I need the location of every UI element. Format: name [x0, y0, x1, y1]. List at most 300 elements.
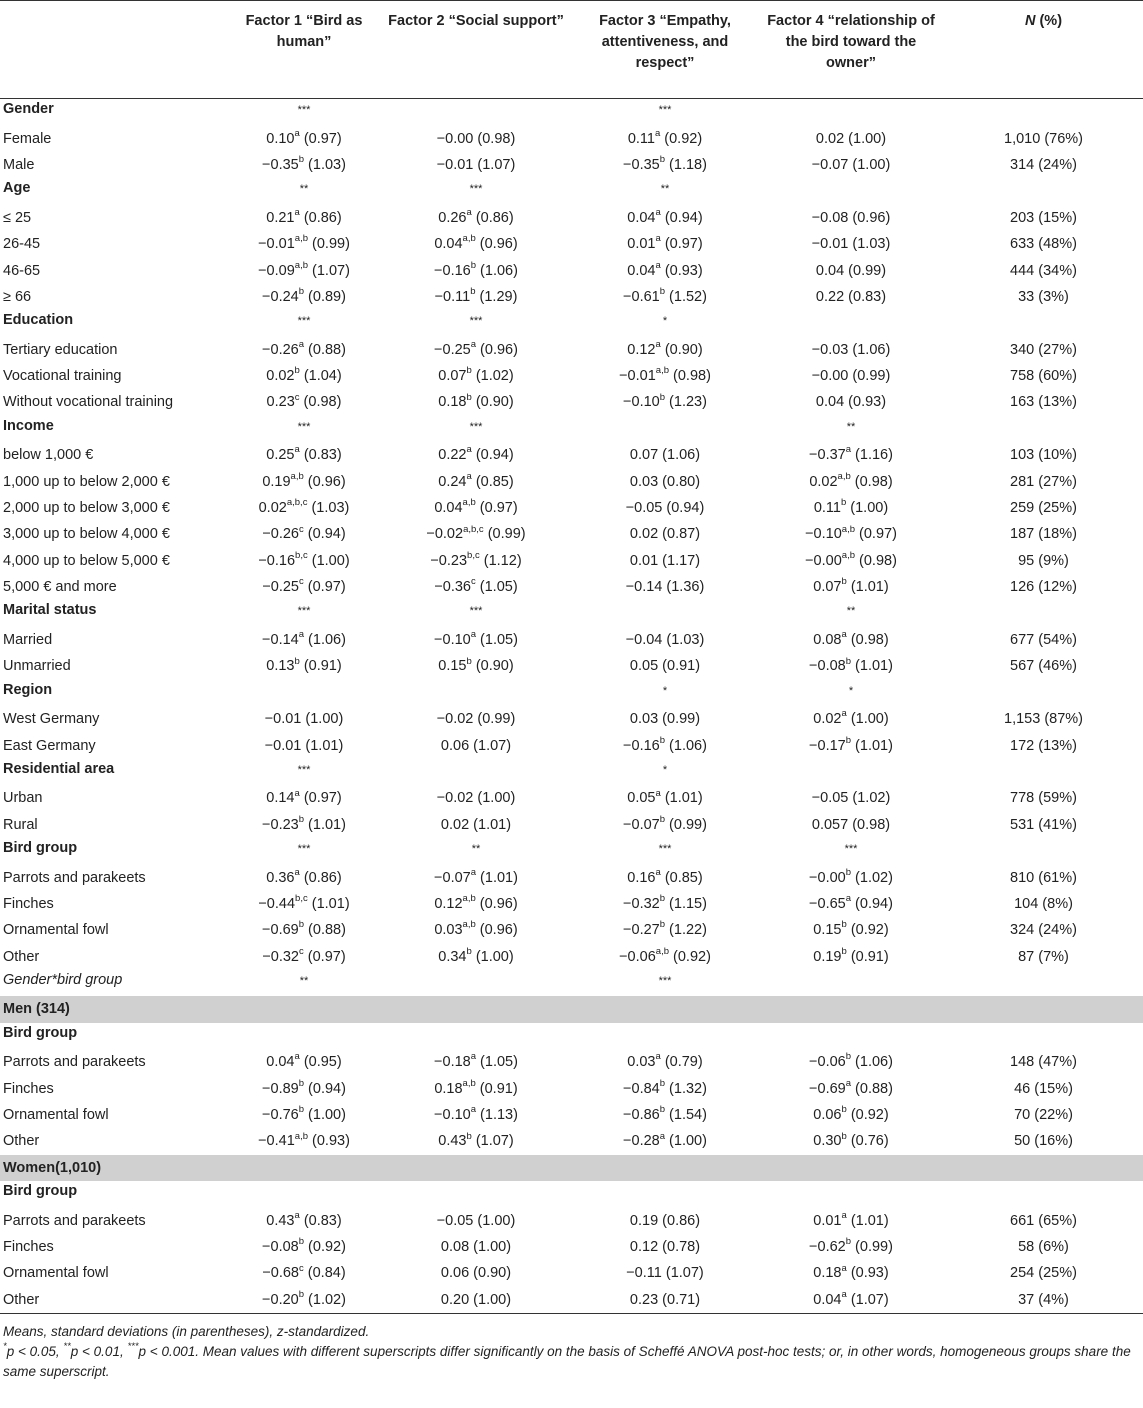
- significance-cell: [572, 1023, 758, 1049]
- sd-value: (1.06): [304, 632, 346, 648]
- n-percent-cell: 444 (34%): [1010, 262, 1077, 279]
- group-superscript: b: [298, 1104, 305, 1116]
- value-cell: [228, 812, 380, 838]
- row-label: Ornamental fowl: [3, 922, 109, 939]
- header-factor-4: Factor 4 “relationship of the bird toward the owner”: [758, 1, 944, 99]
- sd-value: (0.97): [303, 948, 346, 965]
- group-superscript: b: [470, 286, 476, 298]
- value-cell: [380, 1049, 572, 1075]
- sd-value: (0.85): [471, 473, 514, 490]
- sd-value: (1.04): [299, 368, 342, 385]
- value-cell: [572, 125, 758, 151]
- sd-value: (0.91): [475, 1080, 518, 1097]
- value-cell: [572, 1075, 758, 1101]
- value-cell: [758, 574, 944, 600]
- row-label: Other: [3, 1133, 40, 1150]
- header-factor-3: Factor 3 “Empathy, attentiveness, and respect”: [572, 1, 758, 99]
- sd-value: (0.97): [475, 500, 518, 517]
- significance-stars: ***: [297, 763, 311, 776]
- mean-value: −0.07: [434, 869, 471, 886]
- row-label: Finches: [3, 1238, 54, 1255]
- group-superscript: a: [659, 1130, 666, 1142]
- value-cell: [572, 653, 758, 679]
- group-superscript: a: [655, 866, 661, 878]
- table-row: [0, 574, 1143, 600]
- sd-value: (0.99): [308, 236, 350, 253]
- value-cell: [572, 864, 758, 890]
- n-percent-cell: 259 (25%): [1010, 500, 1077, 517]
- group-superscript: a: [655, 206, 661, 218]
- sd-value: (0.98): [473, 130, 516, 147]
- mean-value: 0.18: [434, 1080, 463, 1097]
- significance-cell: [228, 680, 380, 706]
- significance-cell: [228, 838, 380, 864]
- value-cell: [758, 1207, 944, 1233]
- group-superscript: b: [298, 1236, 305, 1248]
- mean-value: −0.68: [262, 1265, 300, 1282]
- value-cell: [380, 891, 572, 917]
- significance-cell: [380, 99, 572, 126]
- table-row: [0, 125, 1143, 151]
- significance-cell: [380, 1181, 572, 1207]
- group-superscript: a,b: [655, 945, 669, 957]
- group-superscript: a: [294, 206, 300, 218]
- sd-value: (0.94): [304, 1080, 346, 1097]
- sd-value: (1.00): [301, 711, 344, 728]
- group-superscript: a: [654, 127, 661, 139]
- mean-value: −0.01: [619, 368, 656, 385]
- value-cell: [380, 152, 572, 178]
- mean-value: −0.03: [811, 341, 849, 358]
- group-superscript: b: [298, 919, 305, 931]
- group-superscript: a: [470, 866, 477, 878]
- sd-value: (0.86): [658, 1212, 701, 1229]
- n-percent-cell: 633 (48%): [1010, 236, 1077, 253]
- mean-value: −0.28: [623, 1133, 660, 1150]
- significance-cell: [572, 310, 758, 336]
- row-label: Male: [3, 156, 35, 173]
- significance-stars: *: [662, 315, 668, 328]
- mean-value: 0.01: [629, 552, 659, 569]
- sd-value: (1.05): [476, 632, 518, 648]
- significance-stars: **: [299, 974, 309, 987]
- sd-value: (0.87): [658, 526, 701, 543]
- value-cell: [758, 521, 944, 547]
- n-percent-cell: 126 (12%): [1010, 579, 1077, 596]
- significance-cell: [572, 178, 758, 204]
- significance-stars: ***: [658, 974, 672, 987]
- group-superscript: a: [841, 1262, 847, 1274]
- value-cell: [380, 1128, 572, 1154]
- value-cell: [758, 337, 944, 363]
- group-superscript: c: [294, 391, 300, 403]
- sd-value: (0.76): [846, 1133, 889, 1150]
- significance-stars: *: [662, 763, 668, 776]
- value-cell: [380, 1234, 572, 1260]
- table-body: [0, 99, 1143, 1314]
- value-cell: [572, 495, 758, 521]
- sd-value: (1.01): [307, 895, 350, 912]
- sd-value: (0.83): [844, 288, 887, 305]
- value-cell: [758, 917, 944, 943]
- value-cell: [380, 548, 572, 574]
- n-percent-cell: 254 (25%): [1010, 1265, 1077, 1282]
- mean-value: 0.02: [813, 711, 842, 728]
- group-superscript: a: [841, 708, 847, 720]
- value-cell: [758, 891, 944, 917]
- significance-cell: [228, 600, 380, 626]
- value-cell: [758, 653, 944, 679]
- value-cell: [228, 1287, 380, 1314]
- group-superscript: b: [841, 1130, 847, 1142]
- n-percent-cell: 187 (18%): [1010, 526, 1077, 543]
- significance-stars: ***: [297, 104, 311, 116]
- group-superscript: b: [470, 259, 477, 271]
- value-cell: [380, 785, 572, 811]
- sd-value: (1.00): [844, 130, 887, 147]
- sd-value: (1.00): [848, 156, 891, 173]
- mean-value: −0.05: [625, 500, 663, 517]
- mean-value: −0.26: [262, 526, 300, 543]
- group-superscript: a: [841, 629, 847, 641]
- value-cell: [380, 812, 572, 838]
- subgroup-band: [0, 1155, 1143, 1181]
- sd-value: (0.84): [303, 1265, 346, 1282]
- mean-value: −0.26: [262, 341, 299, 358]
- significance-cell: [758, 178, 944, 204]
- value-cell: [228, 337, 380, 363]
- table-row: [0, 1234, 1143, 1260]
- value-cell: [380, 706, 572, 732]
- table-row: [0, 732, 1143, 758]
- mean-value: 0.11: [813, 500, 841, 517]
- sd-value: (1.01): [851, 658, 893, 675]
- mean-value: −0.23: [262, 816, 299, 833]
- value-cell: [572, 1287, 758, 1314]
- mean-value: 0.04: [266, 1054, 295, 1071]
- row-label: 1,000 up to below 2,000 €: [3, 473, 170, 490]
- value-cell: [380, 389, 572, 415]
- mean-value: 0.04: [434, 236, 463, 253]
- n-percent-cell: 46 (15%): [1014, 1080, 1073, 1097]
- sd-value: (0.90): [469, 1265, 512, 1282]
- mean-value: −0.24: [262, 288, 299, 305]
- value-cell: [572, 1207, 758, 1233]
- mean-value: −0.07: [623, 816, 660, 833]
- sd-value: (1.23): [665, 394, 707, 411]
- value-cell: [758, 732, 944, 758]
- mean-value: −0.44: [258, 895, 296, 912]
- table-row: [0, 205, 1143, 231]
- sd-value: (0.99): [483, 526, 526, 543]
- value-cell: [380, 864, 572, 890]
- table-row: [0, 1102, 1143, 1128]
- sd-value: (1.01): [846, 579, 889, 596]
- group-superscript: c: [299, 1262, 304, 1274]
- value-cell: [228, 257, 380, 283]
- table-row: [0, 864, 1143, 890]
- value-cell: [758, 389, 944, 415]
- mean-value: 0.05: [629, 658, 659, 675]
- group-superscript: b: [659, 1104, 666, 1116]
- significance-stars: ***: [469, 315, 483, 328]
- table-row: [0, 1207, 1143, 1233]
- mean-value: −0.17: [809, 737, 846, 754]
- group-superscript: b: [294, 655, 300, 667]
- value-cell: [758, 152, 944, 178]
- sd-value: (1.29): [475, 288, 518, 305]
- mean-value: 0.03: [434, 922, 463, 939]
- group-superscript: a: [294, 444, 300, 456]
- value-cell: [228, 706, 380, 732]
- mean-value: −0.05: [811, 790, 849, 807]
- sd-value: (0.91): [299, 658, 342, 675]
- group-superscript: a: [655, 787, 661, 799]
- group-superscript: b: [845, 1051, 852, 1063]
- value-cell: [228, 495, 380, 521]
- sd-value: (1.07): [308, 262, 350, 279]
- value-cell: [758, 864, 944, 890]
- row-label: Without vocational training: [3, 394, 174, 411]
- sd-value: (1.05): [476, 1054, 518, 1071]
- value-cell: [380, 337, 572, 363]
- group-superscript: a: [655, 259, 661, 271]
- mean-value: 0.07: [438, 368, 467, 385]
- section-header-row: [0, 1023, 1143, 1049]
- subgroup-label: Men (314): [0, 996, 1143, 1022]
- group-superscript: b: [659, 391, 666, 403]
- empty-cell: [944, 759, 1143, 785]
- group-superscript: a: [294, 127, 300, 139]
- sd-value: (1.06): [665, 737, 707, 754]
- mean-value: 0.16: [627, 869, 656, 886]
- mean-value: 0.057: [811, 816, 849, 833]
- n-percent-cell: 58 (6%): [1018, 1238, 1069, 1255]
- significance-cell: [572, 600, 758, 626]
- row-label: West Germany: [3, 711, 100, 728]
- significance-cell: [228, 416, 380, 442]
- mean-value: 0.20: [440, 1291, 470, 1308]
- group-superscript: b: [659, 1077, 666, 1089]
- table-row: [0, 521, 1143, 547]
- sd-value: (0.90): [471, 394, 514, 411]
- value-cell: [228, 917, 380, 943]
- value-cell: [228, 363, 380, 389]
- value-cell: [758, 1075, 944, 1101]
- row-label: Parrots and parakeets: [3, 1212, 146, 1229]
- group-superscript: b: [466, 365, 472, 377]
- mean-value: −0.65: [809, 895, 846, 912]
- group-superscript: b: [845, 734, 852, 746]
- empty-cell: [944, 178, 1143, 204]
- n-percent-cell: 50 (16%): [1014, 1133, 1073, 1150]
- value-cell: [380, 627, 572, 653]
- sd-value: (1.07): [471, 1133, 514, 1150]
- table-row: [0, 337, 1143, 363]
- mean-value: 0.07: [629, 447, 659, 464]
- significance-stars: ***: [469, 605, 483, 618]
- mean-value: 0.04: [627, 262, 656, 279]
- section-header-row: [0, 178, 1143, 204]
- row-label: Income: [3, 417, 54, 434]
- mean-value: 0.12: [434, 895, 463, 912]
- n-percent-cell: 758 (60%): [1010, 368, 1077, 385]
- value-cell: [228, 653, 380, 679]
- sd-value: (0.97): [299, 130, 342, 147]
- mean-value: 0.43: [438, 1133, 467, 1150]
- group-superscript: a,b: [462, 893, 476, 905]
- sd-value: (1.22): [665, 922, 707, 939]
- mean-value: 0.07: [813, 579, 842, 596]
- row-label: 26-45: [3, 236, 41, 253]
- group-superscript: b: [294, 365, 300, 377]
- group-superscript: a: [841, 1288, 847, 1300]
- table-footnotes: [0, 1314, 1143, 1382]
- significance-cell: [380, 680, 572, 706]
- table-row: [0, 363, 1143, 389]
- mean-value: 0.02: [809, 473, 838, 490]
- group-superscript: b: [298, 286, 305, 298]
- n-percent-cell: 531 (41%): [1010, 816, 1077, 833]
- sd-value: (0.85): [660, 869, 703, 886]
- group-superscript: a: [294, 1209, 300, 1221]
- sd-value: (1.07): [473, 156, 516, 173]
- mean-value: 0.03: [629, 473, 659, 490]
- value-cell: [572, 468, 758, 494]
- group-superscript: b: [841, 576, 847, 588]
- sd-value: (1.07): [469, 737, 512, 754]
- value-cell: [228, 1260, 380, 1286]
- value-cell: [228, 1207, 380, 1233]
- value-cell: [228, 152, 380, 178]
- value-cell: [572, 944, 758, 970]
- sd-value: (0.96): [475, 895, 518, 912]
- sd-value: (0.96): [475, 236, 518, 253]
- sd-value: (1.17): [658, 552, 701, 569]
- section-header-row: [0, 99, 1143, 126]
- table-row: [0, 785, 1143, 811]
- mean-value: 0.06: [440, 737, 470, 754]
- value-cell: [572, 152, 758, 178]
- group-superscript: b: [659, 286, 666, 298]
- sd-value: (1.00): [304, 1107, 346, 1124]
- group-superscript: a: [841, 1209, 847, 1221]
- sd-value: (1.07): [846, 1291, 889, 1308]
- sd-value: (0.92): [669, 948, 711, 965]
- significance-stars: **: [846, 605, 856, 618]
- n-percent-cell: 203 (15%): [1010, 209, 1077, 226]
- value-cell: [572, 732, 758, 758]
- value-cell: [758, 363, 944, 389]
- group-superscript: a,b: [462, 497, 476, 509]
- value-cell: [380, 1075, 572, 1101]
- sd-value: (1.03): [848, 236, 891, 253]
- group-superscript: a,b: [837, 470, 851, 482]
- significance-stars: ***: [297, 605, 311, 618]
- group-superscript: b: [466, 1130, 472, 1142]
- row-label: Bird group: [3, 1183, 78, 1200]
- sd-value: (0.98): [855, 552, 897, 569]
- value-cell: [758, 785, 944, 811]
- sd-value: (0.94): [662, 500, 705, 517]
- group-superscript: b: [659, 813, 666, 825]
- value-cell: [572, 548, 758, 574]
- group-superscript: b: [466, 945, 472, 957]
- mean-value: 0.01: [627, 236, 656, 253]
- value-cell: [380, 257, 572, 283]
- group-superscript: b: [845, 1236, 852, 1248]
- mean-value: 0.11: [627, 130, 655, 147]
- empty-cell: [944, 838, 1143, 864]
- value-cell: [380, 521, 572, 547]
- sd-value: (0.99): [665, 816, 707, 833]
- n-percent-cell: 148 (47%): [1010, 1054, 1077, 1071]
- value-cell: [380, 284, 572, 310]
- sd-value: (0.90): [660, 341, 703, 358]
- row-label: Education: [3, 312, 74, 329]
- sd-value: (0.98): [846, 632, 889, 648]
- mean-value: 0.24: [438, 473, 467, 490]
- mean-value: −0.10: [623, 394, 660, 411]
- significance-cell: [758, 680, 944, 706]
- significance-stars: ***: [658, 104, 672, 116]
- mean-value: −0.08: [262, 1238, 299, 1255]
- table-row: [0, 917, 1143, 943]
- value-cell: [572, 389, 758, 415]
- significance-cell: [758, 759, 944, 785]
- table-row: [0, 1049, 1143, 1075]
- mean-value: 0.08: [813, 632, 842, 648]
- sd-value: (0.99): [473, 711, 516, 728]
- sd-value: (0.94): [851, 895, 893, 912]
- sd-value: (0.99): [851, 1238, 893, 1255]
- sd-value: (1.02): [851, 869, 893, 886]
- group-superscript: a: [845, 893, 852, 905]
- sd-value: (0.99): [658, 711, 701, 728]
- value-cell: [380, 468, 572, 494]
- empty-cell: [944, 1023, 1143, 1049]
- value-cell: [572, 1049, 758, 1075]
- mean-value: −0.32: [623, 895, 660, 912]
- mean-value: 0.04: [815, 394, 845, 411]
- footnote-significance: *p < 0.05, **p < 0.01, ***p < 0.001. Mean values with different superscripts differ significantly on the basis of Scheffé ANOVA post-hoc tests; or, in other words, homogeneous groups share the same superscript.: [3, 1341, 1131, 1379]
- table-row: [0, 468, 1143, 494]
- sd-value: (0.93): [844, 394, 887, 411]
- sd-value: (1.00): [473, 1212, 516, 1229]
- empty-cell: [944, 99, 1143, 126]
- header-n-percent: N (%): [944, 1, 1143, 99]
- mean-value: −0.16: [434, 262, 471, 279]
- table-row: [0, 257, 1143, 283]
- group-superscript: a: [470, 1051, 477, 1063]
- sd-value: (0.98): [669, 368, 711, 385]
- sd-value: (1.00): [469, 1238, 512, 1255]
- value-cell: [758, 1102, 944, 1128]
- row-label: Parrots and parakeets: [3, 869, 146, 886]
- mean-value: 0.18: [438, 394, 467, 411]
- sd-value: (0.97): [299, 790, 342, 807]
- table-row: [0, 152, 1143, 178]
- sd-value: (0.88): [304, 341, 346, 358]
- mean-value: 0.01: [813, 1212, 842, 1229]
- mean-value: −0.61: [623, 288, 660, 305]
- group-superscript: b,c: [467, 550, 480, 561]
- sd-value: (0.86): [299, 209, 342, 226]
- section-header-row: [0, 838, 1143, 864]
- mean-value: −0.01: [264, 711, 302, 728]
- group-superscript: a: [466, 206, 472, 218]
- group-superscript: a,b: [462, 1077, 476, 1089]
